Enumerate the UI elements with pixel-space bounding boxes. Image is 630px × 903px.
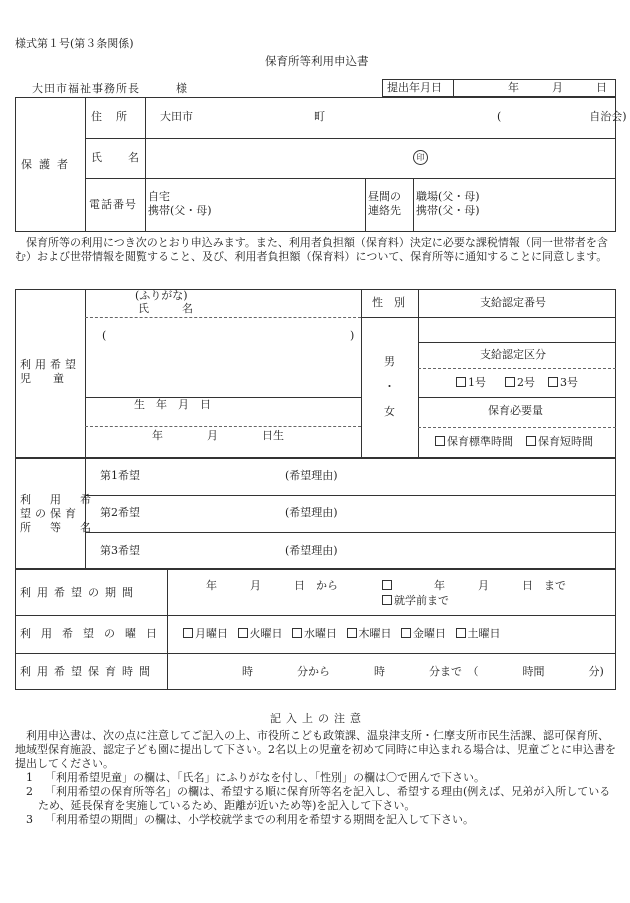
- facility-section-label-2: 望の保育: [20, 507, 80, 520]
- standard-hours-checkbox[interactable]: [435, 436, 445, 446]
- choice-2-reason[interactable]: (希望理由): [285, 506, 338, 519]
- work-phone[interactable]: 職場(父・母): [416, 190, 480, 203]
- seal-text: 印: [416, 153, 425, 162]
- weekdays-label: 利用希望の曜日: [20, 627, 167, 640]
- address-label: 住所: [91, 110, 141, 123]
- friday-label: 金曜日: [413, 627, 446, 640]
- note-item-1-text: 「利用希望児童」の欄は、「氏名」にふりがなを付し、「性別」の欄は〇で囲んで下さい。: [45, 771, 485, 784]
- class-2-checkbox[interactable]: [505, 377, 515, 387]
- note-item-1-number: 1: [26, 771, 33, 784]
- address-neighborhood-association[interactable]: ( 自治会): [497, 110, 627, 123]
- gender-dot: ・: [384, 380, 395, 393]
- consent-text: 保育所等の利用につき次のとおり申込みます。また、利用者負担額（保育料）決定に必要な課税情報（同一世帯者を含む）および世帯情報を閲覧すること、及び、利用者負担額（保育料）について、保育所等に通知することに同意します。: [15, 236, 608, 263]
- wednesday-checkbox[interactable]: [292, 628, 302, 638]
- choice-1-reason[interactable]: (希望理由): [285, 469, 338, 482]
- furigana-label: (ふりがな): [135, 289, 188, 302]
- daytime-contact-label-2: 連絡先: [368, 204, 401, 217]
- note-item-3: [26, 813, 616, 827]
- gender-label: 性 別: [372, 296, 405, 309]
- hours-value[interactable]: 時 分から 時 分まで （ 時間 分): [242, 665, 604, 678]
- daytime-contact-label-1: 昼間の: [368, 190, 401, 203]
- notes-intro: 利用申込書は、次の点に注意してご記入の上、市役所こども政策課、温泉津支所・仁摩支所市民生活課、認可保育所、地域型保育施設、認定子ども園に提出して下さい。2名以上の児童を初めて同時に申込まれる場合は、児童ごとに申込書を提出してください。: [15, 729, 616, 770]
- phone-home[interactable]: 自宅: [148, 190, 170, 203]
- until-school-option[interactable]: [382, 595, 449, 608]
- form-number: 様式第１号(第３条関係): [15, 37, 134, 50]
- weekday-options: [183, 628, 501, 641]
- page-title: 保育所等利用申込書: [265, 54, 369, 68]
- class-3-checkbox[interactable]: [548, 377, 558, 387]
- submission-date-label: 提出年月日: [387, 81, 442, 94]
- guardian-name-label: 氏名: [91, 151, 165, 164]
- guardian-section-label: 保護者: [21, 158, 75, 171]
- dob-label: 生 年 月 日: [134, 398, 211, 411]
- period-from[interactable]: 年 月 日 から: [206, 579, 338, 592]
- monday-label: 月曜日: [195, 627, 228, 640]
- phone-mobile[interactable]: 携帯(父・母): [148, 204, 212, 217]
- wednesday-label: 水曜日: [304, 627, 337, 640]
- facility-section-label-1: 利 用 希: [20, 493, 95, 506]
- until-school-label: 就学前まで: [394, 594, 449, 607]
- work-mobile[interactable]: 携帯(父・母): [416, 204, 480, 217]
- thursday-checkbox[interactable]: [347, 628, 357, 638]
- care-need-options: [435, 436, 593, 449]
- note-item-2: [26, 785, 616, 813]
- facility-section-label-3: 所 等 名: [20, 521, 95, 534]
- certification-class-options: [456, 377, 578, 390]
- address-town: 町: [314, 110, 325, 123]
- phone-label: 電話番号: [89, 198, 137, 211]
- period-label: 利用希望の期間: [20, 586, 139, 599]
- tuesday-checkbox[interactable]: [238, 628, 248, 638]
- choice-3-reason[interactable]: (希望理由): [285, 544, 338, 557]
- addressee: 大田市福祉事務所長 様: [32, 82, 188, 95]
- submission-date-value[interactable]: 年 月 日: [508, 81, 607, 94]
- choice-2-label: 第2希望: [100, 506, 140, 519]
- name-paren-open: (: [102, 329, 107, 342]
- class-1-checkbox[interactable]: [456, 377, 466, 387]
- seal-mark: [413, 150, 428, 165]
- class-3-label: 3号: [560, 376, 578, 389]
- note-item-2-text: 「利用希望の保育所等名」の欄は、希望する順に保育所等名を記入し、希望する理由(例えば、兄弟が入所しているため、延長保育を実施しているため、距離が近いため等)を記入して下さい。: [38, 785, 611, 812]
- notes-title: 記入上の注意: [270, 712, 366, 725]
- friday-checkbox[interactable]: [401, 628, 411, 638]
- until-school-checkbox[interactable]: [382, 595, 392, 605]
- child-section-label-1: 利用希望: [20, 358, 80, 371]
- period-to[interactable]: [382, 580, 566, 593]
- choice-3-label: 第3希望: [100, 544, 140, 557]
- thursday-label: 木曜日: [358, 627, 392, 640]
- short-hours-label: 保育短時間: [538, 435, 593, 448]
- period-to-text: 年 月 日 まで: [434, 579, 566, 592]
- monday-checkbox[interactable]: [183, 628, 193, 638]
- child-name-label: 氏 名: [138, 302, 193, 315]
- period-to-date-checkbox[interactable]: [382, 580, 392, 590]
- class-1-label: 1号: [468, 376, 486, 389]
- certification-number-label: 支給認定番号: [480, 296, 546, 309]
- hours-label: 利用希望保育時間: [20, 665, 156, 678]
- note-item-1: [26, 771, 616, 785]
- certification-class-label: 支給認定区分: [480, 348, 546, 361]
- saturday-label: 土曜日: [467, 627, 501, 640]
- choice-1-label: 第1希望: [100, 469, 140, 482]
- class-2-label: 2号: [517, 376, 535, 389]
- child-section-label-2: 児 童: [20, 372, 64, 385]
- gender-female[interactable]: 女: [384, 405, 395, 418]
- gender-male[interactable]: 男: [384, 355, 395, 368]
- dob-value[interactable]: 年 月 日生: [152, 429, 284, 442]
- address-city: 大田市: [160, 110, 193, 123]
- note-item-3-number: 3: [26, 813, 33, 826]
- name-paren-close: ): [350, 329, 355, 342]
- child-table: [15, 289, 616, 458]
- tuesday-label: 火曜日: [249, 627, 283, 640]
- standard-hours-label: 保育標準時間: [447, 435, 513, 448]
- note-item-2-number: 2: [26, 785, 33, 798]
- note-item-3-text: 「利用希望の期間」の欄は、小学校就学までの利用を希望する期間を記入して下さい。: [45, 813, 474, 826]
- care-need-label: 保育必要量: [488, 404, 543, 417]
- short-hours-checkbox[interactable]: [526, 436, 536, 446]
- saturday-checkbox[interactable]: [456, 628, 466, 638]
